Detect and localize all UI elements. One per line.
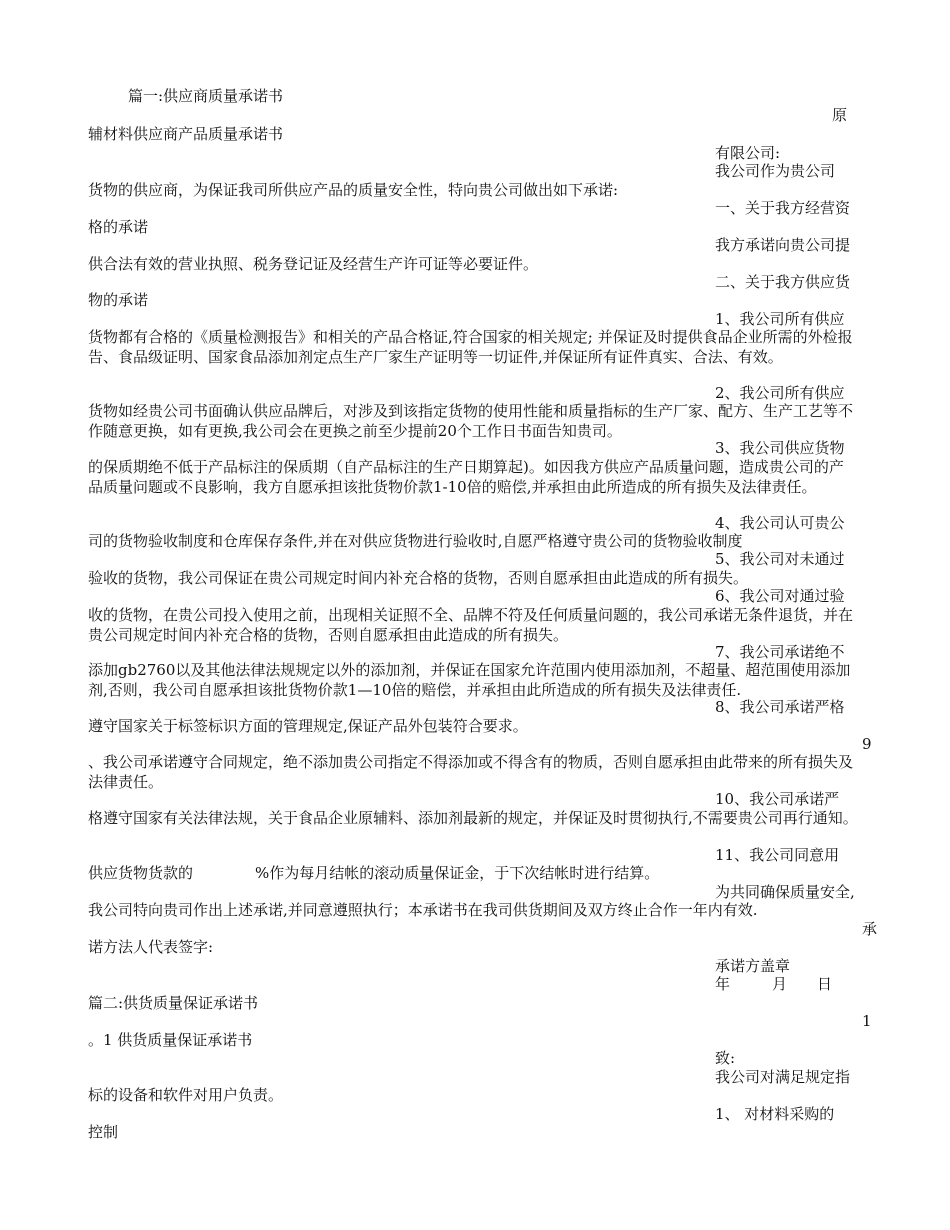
clause-number: 3、我公司供应货物 xyxy=(715,439,845,457)
clause-number: 6、我公司对通过验 xyxy=(715,587,845,605)
text-fragment: 原 xyxy=(832,106,848,124)
text-fragment: 我公司作为贵公司 xyxy=(715,162,836,180)
section-label: 格的承诺 xyxy=(88,218,149,236)
document-title: 辅材料供应商产品质量承诺书 xyxy=(88,125,284,143)
clause-number: 10、我公司承诺严 xyxy=(715,790,840,808)
clause-number: 7、我公司承诺绝不 xyxy=(715,643,845,661)
clause-text: 、我公司承诺遵守合同规定，绝不添加贵公司指定不得添加或不得含有的物质，否则自愿承担由此带来的所有损失及法律责任。 xyxy=(88,753,854,791)
clause-number: 8、我公司承诺严格 xyxy=(715,698,845,716)
clause-number: 11、我公司同意用 xyxy=(715,846,840,864)
clause-number: 4、我公司认可贵公 xyxy=(715,514,845,532)
clause-text: 司的货物验收制度和仓库保存条件,并在对供应货物进行验收时,自愿严格遵守贵公司的货物验收制度 xyxy=(88,532,743,550)
paragraph: 我公司特向贵司作出上述承诺,并同意遵照执行；本承诺书在我司供货期间及双方终止合作一年内有效. xyxy=(88,901,758,919)
clause-text: 供应货物货款的 xyxy=(88,864,194,882)
clause-number: 2、我公司所有供应 xyxy=(715,384,845,402)
clause-number: 5、我公司对未通过 xyxy=(715,550,845,568)
paragraph: 货物的供应商，为保证我司所供应产品的质量安全性，特向贵公司做出如下承诺: xyxy=(88,181,619,199)
clause-number: 1、我公司所有供应 xyxy=(715,310,845,328)
clause-text: 货物如经贵公司书面确认供应品牌后，对涉及到该指定货物的使用性能和质量指标的生产厂家、配方、生产工艺等不作随意更换，如有更换,我公司会在更换之前至少提前20个工作日书面告知贵司。 xyxy=(88,402,854,440)
text-fragment: 我公司对满足规定指 xyxy=(715,1068,851,1086)
text-fragment: 为共同确保质量安全, xyxy=(715,883,855,901)
section-heading-1: 篇一:供应商质量承诺书 xyxy=(128,87,284,105)
text-fragment: 1 xyxy=(862,1012,872,1030)
section-label: 一、关于我方经营资 xyxy=(715,199,851,217)
addressee: 致: xyxy=(715,1049,736,1067)
subtitle: 。1 供货质量保证承诺书 xyxy=(88,1031,253,1049)
date-day: 日 xyxy=(817,975,833,993)
clause-text: 货物都有合格的《质量检测报告》和相关的产品合格证,符合国家的相关规定; 并保证及时提供食品企业所需的外检报告、食品级证明、国家食品添加剂定点生产厂家生产证明等一切证件,并保证所有证件真实、合法、有效。 xyxy=(88,328,853,366)
section-heading-2: 篇二:供货质量保证承诺书 xyxy=(88,994,259,1012)
clause-text: 验收的货物，我公司保证在贵公司规定时间内补充合格的货物，否则自愿承担由此造成的所有损失。 xyxy=(88,569,749,587)
addressee: 有限公司: xyxy=(715,144,781,162)
date-month: 月 xyxy=(772,975,788,993)
clause-text: 的保质期绝不低于产品标注的保质期（自产品标注的生产日期算起)。如因我方供应产品质量问题，造成贵公司的产品质量问题或不良影响，我方自愿承担该批货物价款1-10倍的赔偿,并承担由此所造成的所有损失及法律责任。 xyxy=(88,458,844,496)
clause-text: 格遵守国家有关法律法规，关于食品企业原辅料、添加剂最新的规定，并保证及时贯彻执行,不需要贵公司再行通知。 xyxy=(88,809,858,827)
clause-number: 9 xyxy=(862,735,872,753)
section-label: 物的承诺 xyxy=(88,291,149,309)
clause-text: 控制 xyxy=(88,1123,119,1141)
seal-label: 承诺方盖章 xyxy=(715,957,791,975)
date-year: 年 xyxy=(715,975,731,993)
clause-text: 遵守国家关于标签标识方面的管理规定,保证产品外包装符合要求。 xyxy=(88,717,528,735)
clause-text: 收的货物，在贵公司投入使用之前，出现相关证照不全、品牌不符及任何质量问题的，我公司承诺无条件退货，并在贵公司规定时间内补充合格的货物，否则自愿承担由此造成的所有损失。 xyxy=(88,606,854,644)
clause-number: 1、 对材料采购的 xyxy=(715,1105,835,1123)
paragraph: 标的设备和软件对用户负责。 xyxy=(88,1086,284,1104)
text-fragment: 承 xyxy=(862,920,878,938)
section-label: 二、关于我方供应货 xyxy=(715,273,851,291)
text-fragment: 我方承诺向贵公司提 xyxy=(715,236,851,254)
paragraph: 供合法有效的营业执照、税务登记证及经营生产许可证等必要证件。 xyxy=(88,255,539,273)
clause-text: %作为每月结帐的滚动质量保证金，于下次结帐时进行结算。 xyxy=(255,864,660,882)
clause-text: 添加gb2760以及其他法律法规规定以外的添加剂，并保证在国家允许范围内使用添加剂，不超量、超范围使用添加剂,否则，我公司自愿承担该批货物价款1—10倍的赔偿，并承担由此所造成的所有损失及法律责任. xyxy=(88,661,851,699)
signature-label: 诺方法人代表签字: xyxy=(88,938,214,956)
